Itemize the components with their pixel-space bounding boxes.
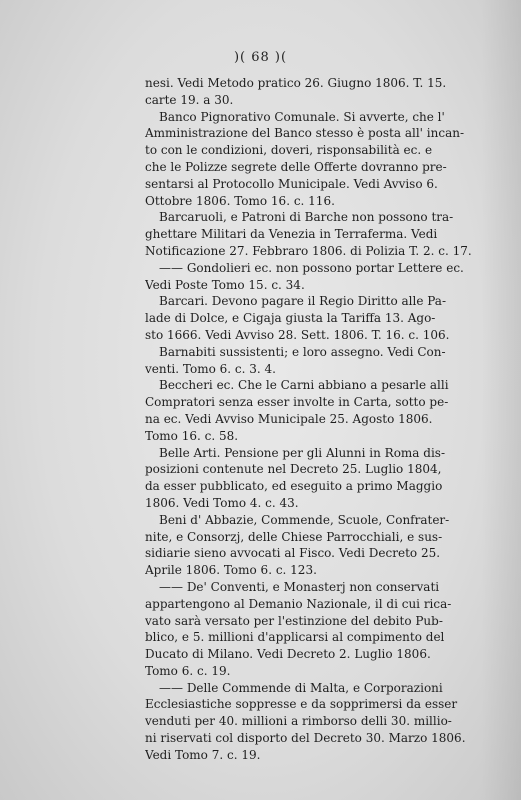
text-line: sidiarie sieno avvocati al Fisco. Vedi Decreto 25. — [145, 546, 441, 561]
text-line: ni riservati col disporto del Decreto 30. Marzo 1806. — [145, 731, 466, 746]
text-line: Barcari. Devono pagare il Regio Diritto alle Pa- — [159, 294, 446, 309]
text-line: Compratori senza esser involte in Carta, sotto pe- — [145, 395, 449, 410]
text-line: lade di Dolce, e Cigaja giusta la Tariffa 13. Ago- — [145, 311, 436, 326]
text-line: da esser pubblicato, ed eseguito a primo Maggio — [145, 479, 443, 494]
text-line: Vedi Poste Tomo 15. c. 34. — [145, 277, 305, 292]
text-line: 1806. Vedi Tomo 4. c. 43. — [145, 495, 299, 510]
text-line: venduti per 40. millioni a rimborso delli 30. millio- — [145, 714, 452, 729]
text-line: Tomo 16. c. 58. — [145, 428, 239, 443]
index-text-block — [145, 75, 495, 764]
text-line: posizioni contenute nel Decreto 25. Luglio 1804, — [145, 462, 442, 477]
text-line: to con le condizioni, doveri, risponsabilità ec. e — [145, 143, 433, 158]
text-line: nesi. Vedi Metodo pratico 26. Giugno 1806. T. 15. — [145, 76, 447, 90]
text-line: Ottobre 1806. Tomo 16. c. 116. — [145, 193, 335, 208]
text-line: na ec. Vedi Avviso Municipale 25. Agosto 1806. — [145, 411, 433, 426]
text-line: Barcaruoli, e Patroni di Barche non possono tra- — [159, 210, 454, 225]
text-line: venti. Tomo 6. c. 3. 4. — [145, 361, 276, 376]
text-line: Ecclesiastiche soppresse e da sopprimersi da esser — [145, 697, 458, 712]
text-line: Tomo 6. c. 19. — [145, 663, 231, 678]
text-line: carte 19. a 30. — [145, 92, 234, 107]
text-line: sentarsi al Protocollo Municipale. Vedi Avviso 6. — [145, 176, 438, 191]
text-line: sto 1666. Vedi Avviso 28. Sett. 1806. T. 16. c. 106. — [145, 327, 450, 342]
text-line: Amministrazione del Banco stesso è posta all' incan- — [145, 126, 465, 141]
text-line: Notificazione 27. Febbraro 1806. di Polizia T. 2. c. 17. — [145, 243, 472, 258]
text-line: Aprile 1806. Tomo 6. c. 123. — [145, 563, 317, 578]
text-line: Beccheri ec. Che le Carni abbiano a pesarle alli — [159, 378, 449, 393]
text-line: blico, e 5. millioni d'applicarsi al compimento del — [145, 630, 445, 645]
text-line: ghettare Militari da Venezia in Terraferma. Vedi — [145, 227, 438, 242]
text-line: Barnabiti sussistenti; e loro assegno. Vedi Con- — [159, 344, 446, 359]
page-number: )( 68 )( — [233, 50, 288, 65]
text-line: che le Polizze segrete delle Offerte dovranno pre- — [145, 159, 447, 174]
text-line: Ducato di Milano. Vedi Decreto 2. Luglio 1806. — [145, 647, 431, 662]
text-line: Beni d' Abbazie, Commende, Scuole, Confrater- — [159, 512, 450, 527]
text-line: —— Gondolieri ec. non possono portar Lettere ec. — [159, 260, 464, 275]
text-line: Vedi Tomo 7. c. 19. — [145, 747, 261, 762]
text-line: Banco Pignorativo Comunale. Si avverte, che l' — [159, 109, 445, 124]
text-line: appartengono al Demanio Nazionale, il di cui rica- — [145, 596, 452, 611]
text-line: nite, e Consorzj, delle Chiese Parrocchiali, e sus- — [145, 529, 443, 544]
text-line: vato sarà versato per l'estinzione del debito Pub- — [145, 613, 443, 628]
text-line: Belle Arti. Pensione per gli Alunni in Roma dis- — [159, 445, 446, 460]
text-line: —— Delle Commende di Malta, e Corporazioni — [159, 680, 443, 695]
text-line: —— De' Conventi, e Monasterj non conservati — [159, 579, 440, 594]
